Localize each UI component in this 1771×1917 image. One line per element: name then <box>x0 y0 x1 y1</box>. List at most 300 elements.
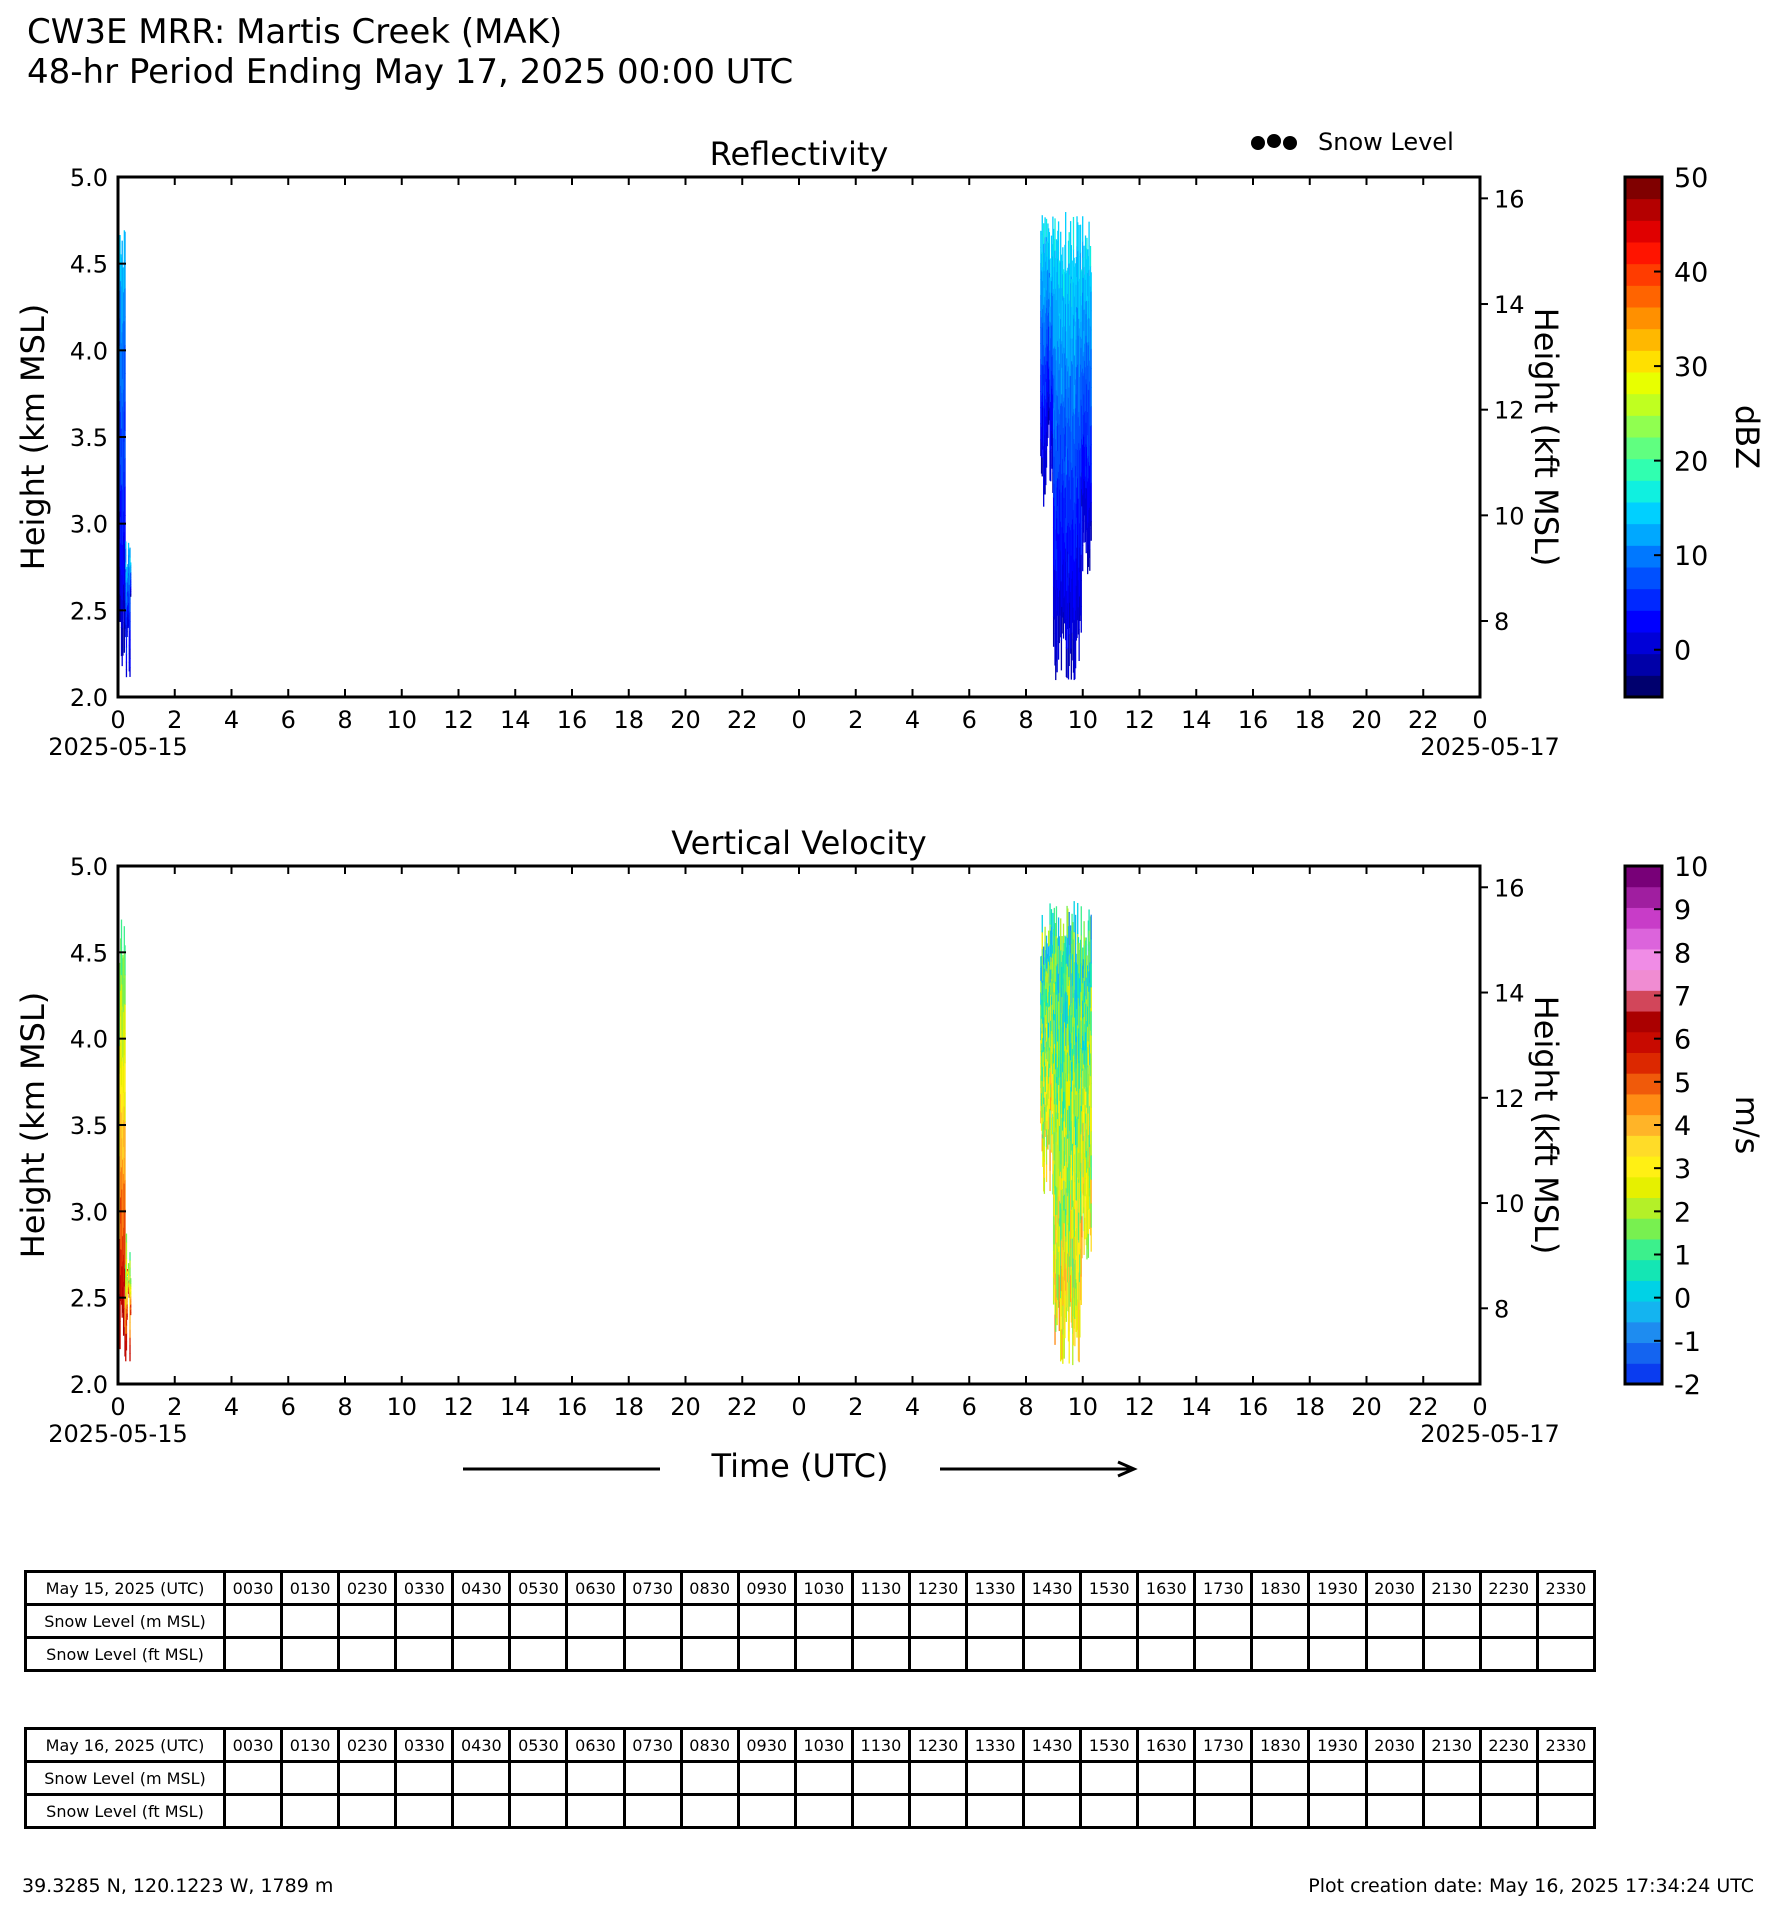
y-tick-label: 5.0 <box>69 853 108 881</box>
echo-cell <box>1081 906 1082 935</box>
colorbar-segment <box>1625 264 1662 286</box>
echo-cell <box>1091 1083 1092 1108</box>
colorbar-segment <box>1625 1177 1662 1198</box>
y-tick-label: 3.0 <box>69 1198 108 1227</box>
x-tick-label: 4 <box>904 1393 921 1421</box>
y-tick-label: 3.5 <box>69 1112 108 1140</box>
x-tick-label: 22 <box>1407 706 1439 734</box>
echo-cell <box>124 1180 125 1210</box>
table-row <box>26 1605 1595 1638</box>
echo-cell <box>1069 232 1070 264</box>
table-time-cell: 0330 <box>396 1729 453 1762</box>
plot-frame <box>118 177 1480 697</box>
echo-cell <box>1074 932 1075 963</box>
colorbar-segment <box>1625 654 1662 676</box>
echo-cell <box>1062 1305 1063 1335</box>
x-tick-label: 16 <box>556 1393 588 1421</box>
table-time-cell: 2330 <box>1537 1572 1594 1605</box>
echo-cell <box>1075 915 1076 944</box>
x-tick-label: 10 <box>1067 706 1099 734</box>
echo-cell <box>119 1321 120 1349</box>
echo-cell <box>124 1151 125 1181</box>
echo-cell <box>1046 1164 1047 1182</box>
x-tick-label: 16 <box>1237 1393 1269 1421</box>
table-row <box>26 1638 1595 1671</box>
echo-cell <box>1069 912 1070 945</box>
echo-cell <box>1059 1302 1060 1331</box>
snow-level-table-day2 <box>24 1727 1596 1829</box>
echo-cell <box>1049 903 1050 924</box>
x-tick-label: 14 <box>1180 1393 1212 1421</box>
echo-cell <box>129 1322 130 1330</box>
echo-cell <box>124 515 125 544</box>
station-location: 39.3285 N, 120.1223 W, 1789 m <box>22 1875 334 1897</box>
echo-cell <box>1081 1216 1082 1238</box>
y-tick-label: 4.0 <box>69 1025 108 1054</box>
echo-cell <box>126 654 127 662</box>
x-tick-label: 0 <box>1472 706 1488 734</box>
chart-title-line2: 48-hr Period Ending May 17, 2025 00:00 UTC <box>27 52 794 92</box>
echo-cell <box>1081 606 1082 632</box>
echo-cell <box>1061 640 1062 670</box>
echo-cell <box>1043 947 1044 965</box>
echo-cell <box>126 662 127 670</box>
x-tick-label: 12 <box>1124 706 1155 734</box>
table-time-cell: 1830 <box>1252 1572 1309 1605</box>
x-tick-label: 10 <box>1067 1393 1099 1421</box>
x-tick-label: 20 <box>1351 706 1382 734</box>
colorbar-segment <box>1625 459 1662 481</box>
colorbar-segment <box>1625 589 1662 611</box>
x-tick-label: 0 <box>110 1393 126 1421</box>
colorbar-segment <box>1625 1094 1662 1115</box>
colorbar-label: dBZ <box>1728 404 1766 470</box>
colorbar-segment <box>1625 177 1662 199</box>
echo-cell <box>1081 528 1082 554</box>
table-date-cell: May 16, 2025 (UTC) <box>26 1729 225 1762</box>
colorbar-segment <box>1625 970 1662 991</box>
echo-cell <box>1083 246 1084 268</box>
y-right-tick-label: 12 <box>1494 1084 1525 1113</box>
echo-cell <box>123 1308 124 1336</box>
panel-title: Reflectivity <box>709 135 889 173</box>
echo-cell <box>1060 1329 1061 1361</box>
snow-level-marker-dot <box>1283 136 1297 150</box>
colorbar-segment <box>1625 394 1662 416</box>
echo-cell <box>126 1242 127 1251</box>
echo-cell <box>1091 939 1092 964</box>
colorbar-tick-label: 8 <box>1674 938 1692 970</box>
echo-cell <box>1081 1237 1082 1259</box>
echo-cell <box>1091 1107 1092 1132</box>
table-time-cell: 0030 <box>225 1572 282 1605</box>
echo-cell <box>125 562 126 569</box>
y-tick-label: 3.5 <box>69 424 108 452</box>
colorbar-tick-label: 0 <box>1674 1283 1692 1315</box>
x-start-date-label: 2025-05-15 <box>48 733 188 761</box>
echo-cell <box>1091 1203 1092 1228</box>
echo-cell <box>1045 467 1046 485</box>
colorbar-tick-label: 10 <box>1674 541 1709 573</box>
x-tick-label: 8 <box>1018 706 1034 734</box>
echo-cell <box>1088 246 1089 271</box>
echo-cell <box>1091 464 1092 484</box>
x-tick-label: 10 <box>386 1393 418 1421</box>
table-time-cell: 0830 <box>681 1729 738 1762</box>
x-tick-label: 18 <box>1294 1393 1326 1421</box>
echo-cell <box>1091 1227 1092 1252</box>
echo-cell <box>1091 349 1092 369</box>
echo-cell <box>125 1354 126 1361</box>
echo-cell <box>1091 502 1092 522</box>
echo-cell <box>1078 629 1079 661</box>
table-time-cell: 1630 <box>1138 1572 1195 1605</box>
plot-frame <box>118 866 1480 1384</box>
echo-cell <box>129 1252 130 1260</box>
echo-cell <box>126 1250 127 1259</box>
echo-cell <box>1049 259 1050 273</box>
y-right-tick-label: 10 <box>1494 502 1525 531</box>
echo-cell <box>129 649 130 659</box>
y-axis-label-left: Height (km MSL) <box>14 991 52 1259</box>
echo-cell <box>1084 1196 1085 1218</box>
echo-cell <box>1081 935 1082 964</box>
snow-level-marker-dot <box>1267 134 1281 148</box>
echo-cell <box>125 541 126 548</box>
echo-cell <box>1043 223 1044 244</box>
x-tick-label: 0 <box>791 1393 807 1421</box>
colorbar-tick-label: 6 <box>1674 1024 1692 1056</box>
echo-cell <box>1081 580 1082 606</box>
echo-cell <box>125 555 126 562</box>
colorbar-tick-label: 1 <box>1674 1240 1692 1272</box>
colorbar-segment <box>1625 610 1662 632</box>
colorbar-segment <box>1625 242 1662 264</box>
echo-cell <box>127 631 128 637</box>
colorbar-segment <box>1625 220 1662 242</box>
x-tick-label: 22 <box>1407 1393 1439 1421</box>
x-tick-label: 20 <box>670 1393 701 1421</box>
table-time-cell: 0630 <box>567 1729 624 1762</box>
table-time-cell: 2030 <box>1366 1729 1423 1762</box>
echo-cell <box>129 1260 130 1268</box>
colorbar-tick-label: 40 <box>1674 257 1709 289</box>
echo-cell <box>1091 1155 1092 1180</box>
echo-cell <box>1071 633 1072 661</box>
table-time-cell: 1730 <box>1195 1729 1252 1762</box>
echo-cell <box>129 1330 130 1338</box>
x-tick-label: 16 <box>556 706 588 734</box>
table-row-label: Snow Level (m MSL) <box>26 1762 225 1795</box>
table-time-cell: 1430 <box>1024 1572 1081 1605</box>
echo-cell <box>124 1239 125 1269</box>
echo-cell <box>1042 915 1043 932</box>
table-time-cell: 2330 <box>1537 1729 1594 1762</box>
snow-level-table-day1 <box>24 1570 1596 1672</box>
echo-cell <box>1059 615 1060 643</box>
x-tick-label: 10 <box>386 706 418 734</box>
table-time-cell: 1030 <box>795 1729 852 1762</box>
echo-cell <box>1077 903 1078 934</box>
x-tick-label: 6 <box>280 706 296 734</box>
echo-cell <box>1066 648 1067 678</box>
x-tick-label: 4 <box>223 706 240 734</box>
table-time-cell: 1330 <box>967 1729 1024 1762</box>
colorbar-segment <box>1625 1343 1662 1364</box>
x-tick-label: 8 <box>1018 1393 1034 1421</box>
x-tick-label: 14 <box>1180 706 1212 734</box>
colorbar-segment <box>1625 990 1662 1011</box>
colorbar-tick-label: 0 <box>1674 635 1692 667</box>
table-time-cell: 2130 <box>1423 1729 1480 1762</box>
echo-cell <box>1077 222 1078 251</box>
echo-cell <box>126 1258 127 1267</box>
x-tick-label: 18 <box>613 1393 645 1421</box>
colorbar-segment <box>1625 887 1662 908</box>
echo-cell <box>1049 1170 1050 1191</box>
echo-cell <box>1088 1209 1089 1234</box>
x-tick-label: 20 <box>1351 1393 1382 1421</box>
echo-cell <box>124 402 125 431</box>
echo-cell <box>124 458 125 487</box>
echo-cell <box>121 920 122 948</box>
colorbar-segment <box>1625 1156 1662 1177</box>
table-header-row <box>26 1572 1595 1605</box>
table-time-cell: 1330 <box>967 1572 1024 1605</box>
table-time-cell: 1930 <box>1309 1729 1366 1762</box>
x-tick-label: 4 <box>904 706 921 734</box>
echo-cell <box>1049 1149 1050 1170</box>
table-time-cell: 0230 <box>339 1572 396 1605</box>
echo-cell <box>1091 272 1092 292</box>
y-tick-label: 2.5 <box>69 1284 108 1313</box>
y-tick-label: 4.0 <box>69 337 108 366</box>
y-axis-label-left: Height (km MSL) <box>14 303 52 571</box>
echo-cell <box>1062 1334 1063 1364</box>
echo-cell <box>124 1004 125 1034</box>
table-time-cell: 1430 <box>1024 1729 1081 1762</box>
x-tick-label: 14 <box>499 1393 531 1421</box>
x-tick-label: 2 <box>167 1393 183 1421</box>
table-time-cell: 1930 <box>1309 1572 1366 1605</box>
y-right-tick-label: 12 <box>1494 396 1525 425</box>
echo-cell <box>130 562 131 565</box>
echo-cell <box>124 1209 125 1239</box>
table-row-label: Snow Level (ft MSL) <box>26 1795 225 1828</box>
colorbar-segment <box>1625 372 1662 394</box>
table-row-label: Snow Level (ft MSL) <box>26 1638 225 1671</box>
x-tick-label: 20 <box>670 706 701 734</box>
echo-cell <box>1046 1146 1047 1164</box>
echo-cell <box>1051 1117 1052 1135</box>
echo-cell <box>1086 531 1087 553</box>
table-time-cell: 0130 <box>282 1729 339 1762</box>
echo-cell <box>124 945 125 975</box>
table-header-row <box>26 1729 1595 1762</box>
echo-cell <box>1082 216 1083 242</box>
table-time-cell: 1730 <box>1195 1572 1252 1605</box>
colorbar-segment <box>1625 907 1662 928</box>
colorbar-segment <box>1625 632 1662 654</box>
colorbar-segment <box>1625 1198 1662 1219</box>
time-axis-label: Time (UTC) <box>711 1447 889 1485</box>
echo-cell <box>1058 221 1059 253</box>
echo-cell <box>1042 457 1043 476</box>
colorbar-segment <box>1625 675 1662 697</box>
x-tick-label: 6 <box>961 706 977 734</box>
table-row-label: Snow Level (m MSL) <box>26 1605 225 1638</box>
echo-cell <box>1088 222 1089 247</box>
echo-cell <box>1044 1161 1045 1178</box>
echo-cell <box>1042 215 1043 234</box>
x-tick-label: 0 <box>110 706 126 734</box>
echo-cell <box>1091 387 1092 407</box>
echo-cell <box>126 1267 127 1276</box>
x-tick-label: 12 <box>443 1393 474 1421</box>
reflectivity-panel <box>14 135 1766 761</box>
echo-cell <box>1091 330 1092 350</box>
colorbar-tick-label: 4 <box>1674 1111 1692 1142</box>
colorbar-segment <box>1625 866 1662 887</box>
echo-cell <box>1078 225 1079 257</box>
x-tick-label: 6 <box>961 1393 977 1421</box>
echo-cell <box>1075 639 1076 668</box>
echo-layer <box>119 212 1091 680</box>
x-tick-label: 4 <box>223 1393 240 1421</box>
colorbar-tick-label: 5 <box>1674 1067 1692 1099</box>
echo-cell <box>1091 311 1092 331</box>
echo-cell <box>129 612 130 622</box>
echo-cell <box>126 1234 127 1243</box>
echo-cell <box>1060 918 1061 950</box>
echo-cell <box>1050 449 1051 465</box>
echo-cell <box>129 603 130 613</box>
echo-cell <box>1091 368 1092 388</box>
colorbar-segment <box>1625 1218 1662 1239</box>
echo-cell <box>1053 616 1054 646</box>
table-time-cell: 0430 <box>453 1729 510 1762</box>
echo-cell <box>1046 449 1047 467</box>
snow-level-legend <box>1251 128 1454 156</box>
echo-cell <box>1091 1179 1092 1204</box>
echo-cell <box>1074 1318 1075 1346</box>
table-row <box>26 1795 1595 1828</box>
colorbar-segment <box>1625 524 1662 546</box>
y-axis-label-right: Height (kft MSL) <box>1527 995 1565 1255</box>
table-time-cell: 2230 <box>1480 1572 1537 1605</box>
colorbar-segment <box>1625 1032 1662 1053</box>
echo-cell <box>126 669 127 677</box>
echo-cell <box>1049 1129 1050 1150</box>
echo-cell <box>129 1353 130 1361</box>
echo-cell <box>1083 521 1084 543</box>
x-tick-label: 22 <box>726 706 758 734</box>
echo-cell <box>124 487 125 516</box>
echo-cell <box>1046 936 1047 954</box>
echo-cell <box>1088 909 1089 930</box>
echo-cell <box>1091 1131 1092 1156</box>
y-right-tick-label: 8 <box>1494 1295 1510 1324</box>
echo-cell <box>122 241 123 272</box>
colorbar-segment <box>1625 199 1662 221</box>
echo-cell <box>129 548 130 558</box>
table-time-cell: 2030 <box>1366 1572 1423 1605</box>
colorbar-segment <box>1625 1301 1662 1322</box>
echo-cell <box>129 630 130 640</box>
echo-cell <box>1089 528 1090 550</box>
table-time-cell: 0430 <box>453 1572 510 1605</box>
y-tick-label: 3.0 <box>69 510 108 539</box>
x-tick-label: 18 <box>1294 706 1326 734</box>
table-time-cell: 0530 <box>510 1729 567 1762</box>
y-axis-label-right: Height (kft MSL) <box>1527 307 1565 567</box>
colorbar-label: m/s <box>1728 1095 1766 1155</box>
echo-cell <box>1050 465 1051 481</box>
colorbar-tick-label: 7 <box>1674 981 1692 1013</box>
echo-cell <box>1091 1035 1092 1060</box>
y-right-tick-label: 14 <box>1494 291 1525 320</box>
echo-cell <box>1065 212 1066 243</box>
x-start-date-label: 2025-05-15 <box>48 1420 188 1448</box>
echo-cell <box>1057 1297 1058 1325</box>
echo-cell <box>124 373 125 402</box>
colorbar-segment <box>1625 350 1662 372</box>
echo-cell <box>125 548 126 555</box>
colorbar-tick-label: 30 <box>1674 352 1709 384</box>
echo-cell <box>1051 1135 1052 1153</box>
echo-cell <box>129 667 130 677</box>
echo-cell <box>1046 219 1047 237</box>
table-time-cell: 0630 <box>567 1572 624 1605</box>
echo-cell <box>129 621 130 631</box>
echo-cell <box>1042 949 1043 966</box>
colorbar-segment <box>1625 329 1662 351</box>
echo-cell <box>1091 483 1092 503</box>
echo-cell <box>1090 246 1091 267</box>
echo-cell <box>130 1278 131 1281</box>
echo-cell <box>1056 906 1057 936</box>
echo-cell <box>129 658 130 668</box>
echo-cell <box>1081 503 1082 529</box>
echo-cell <box>126 1325 127 1334</box>
table-time-cell: 1530 <box>1081 1572 1138 1605</box>
echo-cell <box>1040 231 1041 248</box>
echo-cell <box>129 640 130 650</box>
echo-cell <box>1044 1177 1045 1194</box>
y-right-tick-label: 16 <box>1494 874 1525 903</box>
table-time-cell: 1130 <box>852 1729 909 1762</box>
echo-cell <box>1065 243 1066 274</box>
x-tick-label: 16 <box>1237 706 1269 734</box>
echo-cell <box>1091 444 1092 464</box>
colorbar-segment <box>1625 415 1662 437</box>
x-tick-label: 12 <box>443 706 474 734</box>
colorbar-segment <box>1625 1052 1662 1073</box>
colorbar-tick-label: 50 <box>1674 163 1709 194</box>
y-tick-label: 5.0 <box>69 164 108 192</box>
echo-cell <box>1091 291 1092 311</box>
colorbar-segment <box>1625 1011 1662 1032</box>
echo-cell <box>124 288 125 317</box>
echo-cell <box>1081 554 1082 580</box>
echo-cell <box>122 627 123 655</box>
echo-cell <box>124 1063 125 1093</box>
colorbar-segment <box>1625 928 1662 949</box>
y-tick-label: 2.0 <box>69 1371 108 1399</box>
echo-cell <box>1051 909 1052 927</box>
echo-cell <box>124 232 125 261</box>
colorbar-segment <box>1625 1073 1662 1094</box>
